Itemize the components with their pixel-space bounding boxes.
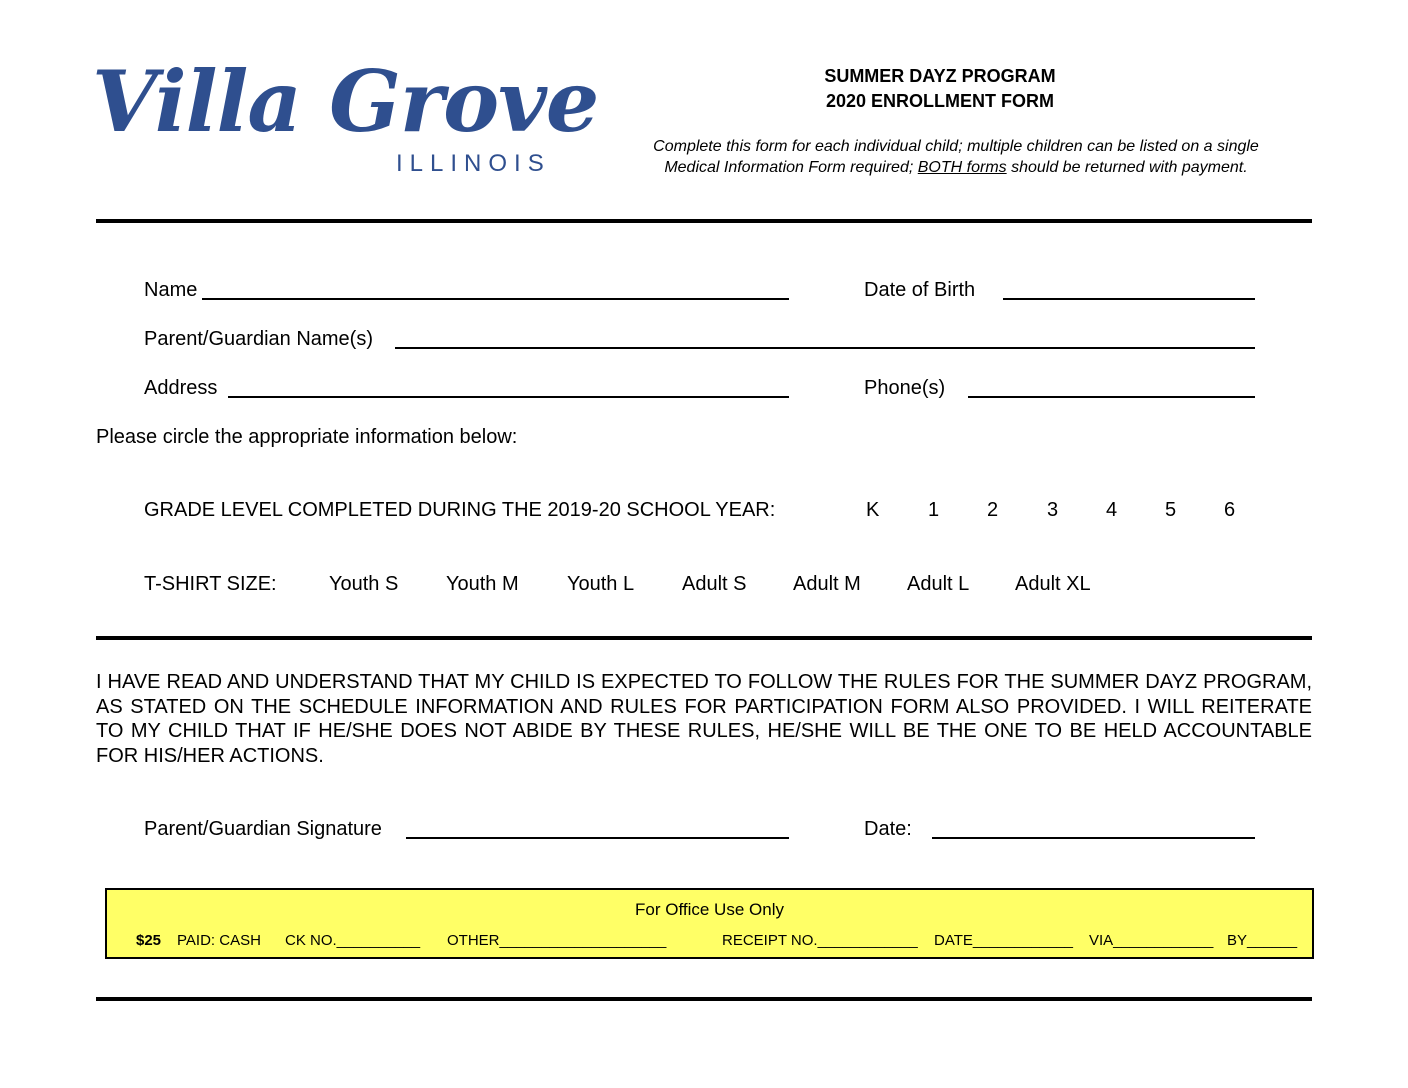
divider-top [96, 219, 1312, 223]
phones-label: Phone(s) [864, 377, 946, 399]
office-other[interactable]: OTHER____________________ [447, 932, 667, 949]
logo-state-text: ILLINOIS [396, 150, 551, 177]
divider-bottom [96, 997, 1312, 1001]
grade-option-6[interactable]: 6 [1224, 499, 1236, 521]
tshirt-option-adult-l[interactable]: Adult L [907, 573, 970, 595]
form-title-line1: SUMMER DAYZ PROGRAM [824, 66, 1056, 86]
signature-date-label: Date: [864, 818, 912, 840]
name-label: Name [144, 279, 198, 301]
address-field[interactable] [228, 396, 789, 398]
parent-names-field[interactable] [395, 347, 1255, 349]
office-receipt-number[interactable]: RECEIPT NO.____________ [722, 932, 918, 949]
instruction-line1: Complete this form for each individual child; multiple children can be listed on a single [653, 138, 1259, 155]
tshirt-option-youth-s[interactable]: Youth S [329, 573, 399, 595]
address-label: Address [144, 377, 218, 399]
tshirt-option-youth-l[interactable]: Youth L [567, 573, 635, 595]
signature-label: Parent/Guardian Signature [144, 818, 382, 840]
office-date[interactable]: DATE____________ [934, 932, 1073, 949]
instruction-line2-c: should be returned with payment. [1006, 159, 1248, 176]
office-by[interactable]: BY______ [1227, 932, 1298, 949]
office-fee: $25 [136, 932, 162, 949]
instruction-line2 [600, 160, 1312, 176]
instruction-line2-emphasis: BOTH forms [917, 159, 1007, 176]
dob-label: Date of Birth [864, 279, 976, 301]
logo-script-text: Villa Grove [92, 52, 599, 151]
form-title-line2: 2020 ENROLLMENT FORM [825, 91, 1055, 111]
grade-option-4[interactable]: 4 [1106, 499, 1118, 521]
name-field[interactable] [202, 298, 789, 300]
office-via[interactable]: VIA____________ [1089, 932, 1214, 949]
office-paid-cash: PAID: CASH [177, 932, 261, 949]
grade-option-5[interactable]: 5 [1165, 499, 1177, 521]
parent-names-label: Parent/Guardian Name(s) [144, 328, 373, 350]
grade-label: GRADE LEVEL COMPLETED DURING THE 2019-20 SCHOOL YEAR: [144, 499, 776, 521]
grade-option-3[interactable]: 3 [1047, 499, 1059, 521]
circle-prompt: Please circle the appropriate information below: [96, 426, 518, 448]
signature-field[interactable] [406, 837, 789, 839]
grade-option-k[interactable]: K [866, 499, 880, 521]
divider-middle [96, 636, 1312, 640]
rules-acknowledgement: I HAVE READ AND UNDERSTAND THAT MY CHILD IS EXPECTED TO FOLLOW THE RULES FOR THE SUMMER DAYZ PROGRAM, AS STATED ON THE SCHEDULE INFORMATION AND RULES FOR PARTICIPATION FORM ALSO PROVIDED. I WILL REITERATE TO MY CHILD THAT IF HE/SHE DOES NOT ABIDE BY THESE RULES, HE/SHE WILL BE THE ONE TO BE HELD ACCOUNTABLE FOR HIS/HER ACTIONS. [96, 671, 1312, 767]
tshirt-option-youth-m[interactable]: Youth M [446, 573, 519, 595]
signature-date-field[interactable] [932, 837, 1255, 839]
office-check-number[interactable]: CK NO.__________ [285, 932, 421, 949]
grade-option-1[interactable]: 1 [928, 499, 940, 521]
tshirt-option-adult-m[interactable]: Adult M [793, 573, 861, 595]
tshirt-option-adult-s[interactable]: Adult S [682, 573, 747, 595]
office-use-title: For Office Use Only [635, 900, 784, 919]
grade-option-2[interactable]: 2 [987, 499, 999, 521]
instruction-line2-a: Medical Information Form required; [664, 159, 918, 176]
phones-field[interactable] [968, 396, 1255, 398]
tshirt-option-adult-xl[interactable]: Adult XL [1015, 573, 1091, 595]
dob-field[interactable] [1003, 298, 1255, 300]
office-use-box [105, 888, 1314, 959]
tshirt-label: T-SHIRT SIZE: [144, 573, 277, 595]
